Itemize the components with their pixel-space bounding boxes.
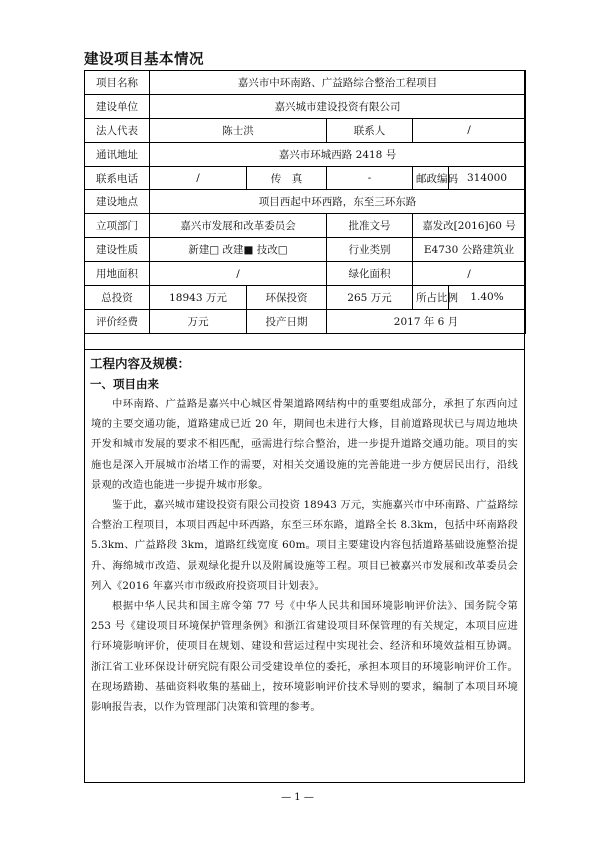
land-area-label: 用地面积: [85, 262, 150, 286]
table-row: [85, 309, 526, 333]
env-invest: 265 万元: [327, 286, 413, 310]
table-row: [85, 94, 526, 118]
eval-fee-label: 评价经费: [85, 309, 150, 333]
project-info-table: [84, 70, 526, 334]
nature-label: 建设性质: [85, 238, 150, 262]
paragraph-2: 鉴于此，嘉兴城市建设投资有限公司投资 18943 万元，实施嘉兴市中环南路、广益路综合整治工程项目，本项目西起中环西路，东至三环东路，道路全长 8.3km，包括中环南路段 5.3km、广益路段 3km，道路红线宽度 60m。项目主要建设内容包括道路基础设施整治提升、海绵城市改造、景观绿化提升以及附属设施等工程。项目已被嘉兴市发展和改革委员会列入《2016 年嘉兴市市级政府投资项目计划表》。: [91, 499, 518, 592]
ratio-label: 所占比例: [413, 286, 449, 310]
content-heading: 工程内容及规模：: [90, 356, 191, 371]
env-invest-label: 环保投资: [247, 286, 327, 310]
total-invest-label: 总投资: [85, 286, 150, 310]
industry-label: 行业类别: [327, 238, 413, 262]
industry: E4730 公路建筑业: [413, 238, 526, 262]
page-title: 建设项目基本情况: [84, 52, 204, 68]
ratio: 1.40%: [449, 286, 526, 310]
page-number: — 1 —: [281, 792, 314, 803]
table-row: [85, 214, 526, 238]
content-subheading: 一、项目由来: [90, 377, 159, 391]
address-label: 通讯地址: [85, 142, 150, 166]
start-date-label: 投产日期: [247, 309, 327, 333]
nature: 新建□ 改建■ 技改□: [150, 238, 327, 262]
eval-fee: 万元: [150, 309, 247, 333]
project-name: 嘉兴市中环南路、广益路综合整治工程项目: [150, 71, 526, 95]
fax-label: 传 真: [247, 166, 327, 190]
phone-label: 联系电话: [85, 166, 150, 190]
table-row: [85, 118, 526, 142]
address: 嘉兴市环城西路 2418 号: [150, 142, 526, 166]
location-label: 建设地点: [85, 190, 150, 214]
phone: /: [150, 166, 247, 190]
location: 项目西起中环西路，东至三环东路: [150, 190, 526, 214]
approval-no-label: 批准文号: [327, 214, 413, 238]
approval-dept-label: 立项部门: [85, 214, 150, 238]
green-area-label: 绿化面积: [327, 262, 413, 286]
project-name-label: 项目名称: [85, 71, 150, 95]
table-row: [85, 71, 526, 95]
table-row: [85, 166, 526, 190]
table-row: [85, 142, 526, 166]
approval-no: 嘉发改[2016]60 号: [413, 214, 526, 238]
land-area: /: [150, 262, 327, 286]
table-row: [85, 286, 526, 310]
contact-label: 联系人: [327, 118, 413, 142]
green-area: /: [413, 262, 526, 286]
paragraph-3: 根据中华人民共和国主席令第 77 号《中华人民共和国环境影响评价法》、国务院令第 253 号《建设项目环境保护管理条例》和浙江省建设项目环保管理的有关规定，本项目应进行环境影响评价，使项目在规划、建设和营运过程中实现社会、经济和环境效益相互协调。浙江省工业环保设计研究院有限公司受建设单位的委托，承担本项目的环境影响评价工作。在现场踏勘、基础资料收集的基础上，按环境影响评价技术导则的要求，编制了本项目环境影响报告表，以作为管理部门决策和管理的参考。: [91, 600, 518, 714]
content-section: [84, 349, 525, 783]
builder-label: 建设单位: [85, 94, 150, 118]
total-invest: 18943 万元: [150, 286, 247, 310]
paragraph-1: 中环南路、广益路是嘉兴中心城区骨架道路网结构中的重要组成部分，承担了东西向过境的主要交通功能，道路建成已近 20 年，期间也未进行大修，目前道路现状已与周边地块开发和城市发展的要求不相匹配，亟需进行综合整治，进一步提升道路交通功能。项目的实施也是深入开展城市治堵工作的需要，对相关交通设施的完善能进一步方便居民出行，沿线景观的改造也能进一步提升城市形象。: [91, 398, 518, 491]
builder: 嘉兴城市建设投资有限公司: [150, 94, 526, 118]
approval-dept: 嘉兴市发展和改革委员会: [150, 214, 327, 238]
start-date: 2017 年 6 月: [327, 309, 526, 333]
table-row: [85, 190, 526, 214]
table-row: [85, 238, 526, 262]
postcode: 314000: [449, 166, 526, 190]
contact: /: [413, 118, 526, 142]
legal-rep: 陈士洪: [150, 118, 327, 142]
fax: -: [327, 166, 413, 190]
postcode-label: 邮政编码: [413, 166, 449, 190]
table-row: [85, 262, 526, 286]
legal-rep-label: 法人代表: [85, 118, 150, 142]
